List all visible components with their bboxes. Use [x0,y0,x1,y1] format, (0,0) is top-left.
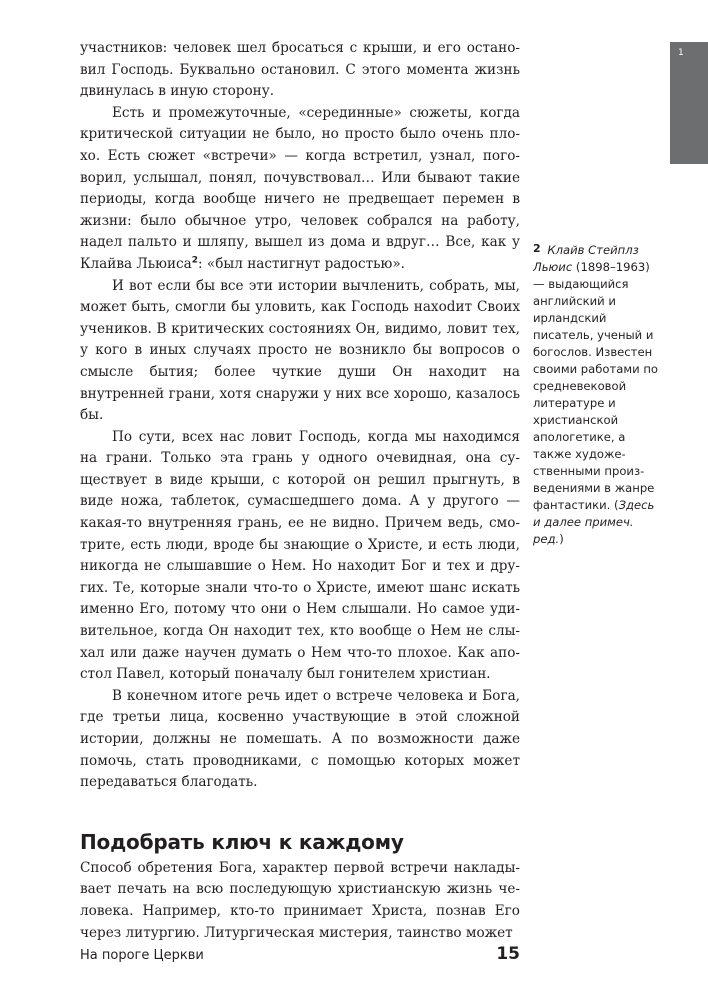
paragraph-1: участников: человек шел бросаться с крыши, и его остановил Господь. Буквально остановил. С этого момента жизнь двинулась в иную сторону. [80,40,520,100]
chapter-tab [670,42,708,164]
sidenote-name: Клайв Стейплз Льюис [533,243,639,274]
section-heading: Подобрать ключ к каждому [80,829,404,854]
chapter-number: 1 [678,48,684,58]
sidenote-number: 2 [533,242,541,255]
paragraph-6: Способ обретения Бога, характер первой встречи накладывает печать на всю последующую христианскую жизнь человека. Например, кто-то принимает Христа, познав Его через литургию. Литургическая мистерия, таинство может [80,859,520,941]
sidenote-text: (1898–1963) — выдающийся английский и ирландский писатель, ученый и богослов. Известен своими работами по средневековой литературе и христианской апологетике, а также художественными произведениями в жанре фантастики. ( [533,260,659,512]
running-footer-title: На пороге Церкви [80,948,204,963]
footnote-ref-2[interactable]: 2 [191,255,199,266]
sidenote-2 [533,240,659,548]
paragraph-5: В конечном итоге речь идет о встрече человека и Бога, где третьи лица, косвенно участвующие в этой сложной истории, должны не помешать. А по возможности даже помочь, стать проводниками, с помощью которых может передаваться благодать. [80,687,520,791]
paragraph-3: И вот если бы все эти истории вычленить, собрать, мы, может быть, смогли бы уловить, как Господь нахоdит Своих учеников. В критических состояниях Он, видимо, ловит тех, у кого в иных случаях просто не возникло бы вопросов о смысле бытия; более чуткие души Он находит на внутренней грани, хотя снаружи у них все хорошо, казалось бы. [80,277,520,424]
sidenote-editor-note: Здесь и далее примеч. ред. [533,498,655,546]
paragraph-2-tail: : «был настигнут радостью». [198,255,405,272]
main-text-column [80,38,520,944]
page-number: 15 [496,944,520,964]
paragraph-4: По сути, всех нас ловит Господь, когда мы находимся на грани. Только эта грань у одного очевидная, она существует в виде крыши, с которой он решил прыгнуть, в виде ножа, таблеток, сумасшедшего дома. А у другого — какая-то внутренняя грань, ее не видно. Причем ведь, смотрите, есть люди, вроде бы знающие о Христе, и есть люди, никогда не слышавшие о Нем. Но находит Бог и тех и других. Те, которые знали что-то о Христе, имеют шанс искать именно Его, потому что они о Нем слышали. Но самое удивительное, когда Он находит тех, кто вообще о Нем не слыхал или даже научен думать о Нем что-то плохое. Как апостол Павел, который поначалу был гонителем христиан. [80,428,520,683]
paragraph-2 [80,103,520,276]
paragraph-2-text: Есть и промежуточные, «серединные» сюжеты, когда критической ситуации не было, но просто было очень плохо. Есть сюжет «встречи» — когда встретил, узнал, поговорил, услышал, понял, почувствовал… Или бывают такие периоды, когда вообще ничего не предвещает перемен в жизни: было обычное утро, человек собрался на работу, надел пальто и шляпу, вышел из дома и вдруг… Все, как у Клайва Льюиса [80,104,520,272]
sidenote-close: ) [559,532,564,546]
